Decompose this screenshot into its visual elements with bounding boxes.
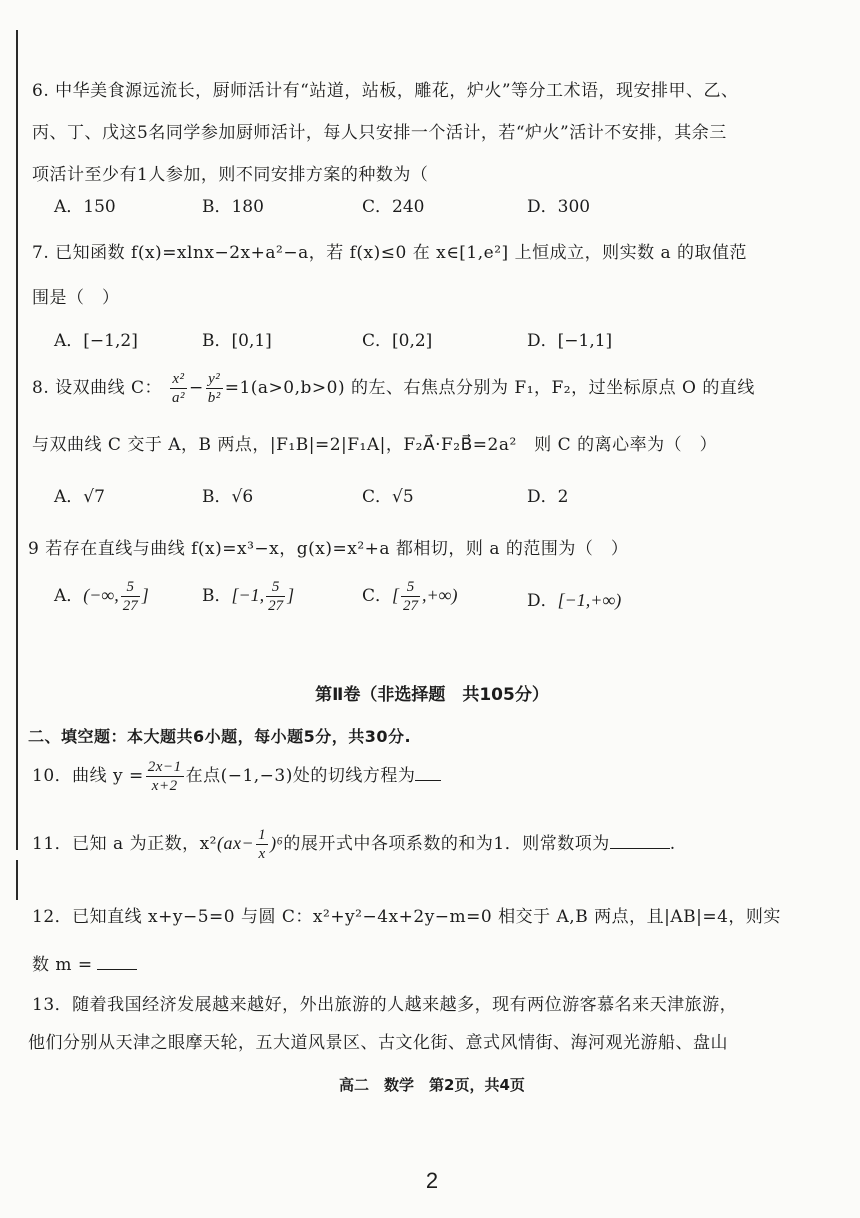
q11-line: 11．已知 a 为正数，x²(ax− $\frac{1}{x}$ )⁶的展开式中各项系数的和为1．则常数项为 . (32, 827, 676, 862)
binding-margin-line (16, 30, 18, 850)
q9-number: 9 (28, 539, 40, 559)
q6-option-a: A．150 (54, 197, 116, 217)
q8-fraction-y (206, 370, 223, 407)
q11-inner-den: x (258, 846, 266, 862)
q9-option-b-frac (266, 578, 285, 615)
q12-text-2: 数 m = (32, 955, 93, 975)
q8-frac2-den: b² (207, 390, 221, 406)
q8-frac1-num: x² (170, 370, 187, 389)
page-number: 2 (425, 1168, 439, 1193)
q10-answer-blank (415, 780, 441, 781)
q9-option-a (54, 578, 149, 615)
q10-line (32, 758, 441, 795)
q9-option-a-left: (−∞, (83, 585, 119, 605)
q9-option-d-left: [−1,+∞) (557, 590, 622, 610)
q9-option-a-frac (121, 578, 140, 615)
q11-suffix: 的展开式中各项系数的和为1．则常数项为 (283, 834, 610, 854)
q12-text-1: 已知直线 x+y−5=0 与圆 C：x²+y²−4x+2y−m=0 相交于 A,B 两点，且|AB|=4，则实 (72, 907, 781, 927)
q10-suffix: 在点(−1,−3)处的切线方程为 (185, 766, 416, 786)
q9-option-c-num: 5 (401, 578, 420, 597)
section-heading: 二、填空题：本大题共6小题，每小题5分，共30分. (28, 727, 412, 746)
q6-number: 6. (32, 81, 50, 101)
q9-option-c-den: 27 (403, 598, 419, 614)
q11-prefix: 已知 a 为正数，x² (72, 834, 217, 854)
q8-number: 8. (32, 378, 50, 398)
q12-line-1 (32, 902, 781, 927)
q9-option-c (362, 578, 458, 615)
q8-option-c: C．√5 (362, 487, 414, 507)
q11-inner-left: (ax− (217, 833, 255, 853)
q8-line-2: 与双曲线 C 交于 A，B 两点，|F₁B|=2|F₁A|，F₂A⃗·F₂B⃗=2a² 则 C 的离心率为（ ） (32, 435, 718, 455)
q9-text: 若存在直线与曲线 f(x)=x³−x，g(x)=x²+a 都相切，则 a 的范围为（ ） (45, 539, 629, 559)
q9-option-c-left: [ (392, 585, 400, 605)
q6-line-2: 丙、丁、戊这5名同学参加厨师活计，每人只安排一个活计，若“炉火”活计不安排，其余三 (32, 123, 727, 143)
q7-option-d: D．[−1,1] (527, 331, 613, 351)
q9-option-a-num: 5 (121, 578, 140, 597)
q13-text-1: 随着我国经济发展越来越好，外出旅游的人越来越多，现有两位游客慕名来天津旅游， (72, 995, 738, 1015)
q9-option-b-num: 5 (266, 578, 285, 597)
q9-option-b-right: ] (287, 585, 295, 605)
q8-frac1-den: a² (171, 390, 185, 406)
q7-option-c: C．[0,2] (362, 331, 433, 351)
q6-line-3: 项活计至少有1人参加，则不同安排方案的种数为（ (32, 165, 429, 185)
q11-fraction (256, 826, 268, 863)
q10-fraction (146, 758, 184, 795)
q12-line-2 (32, 950, 137, 975)
q8-line-1: 8. 设双曲线 C： $\frac{\text{x²}}{\text{a²}}$ − $\frac{\text{y²}}{\text{b²}}$ =1(a>0,b>0) 的左、右焦点分别为 F₁，F₂，过坐标原点 O 的直线 (32, 371, 755, 406)
q13-line-1 (32, 990, 737, 1015)
q9-option-b (202, 578, 294, 615)
q6-text-1: 中华美食源远流长，厨师活计有“站道，站板，雕花，炉火”等分工术语，现安排甲、乙、 (55, 81, 739, 101)
q9-option-a-right: ] (141, 585, 149, 605)
q8-option-a: A．√7 (54, 487, 105, 507)
q12-number: 12． (32, 907, 73, 927)
q7-option-a: A．[−1,2] (54, 331, 138, 351)
q6-option-c: C．240 (362, 197, 425, 217)
q9-option-a-label: A． (54, 586, 84, 606)
q7-number: 7. (32, 243, 50, 263)
q9-option-a-den: 27 (122, 598, 138, 614)
q8-option-b: B．√6 (202, 487, 254, 507)
section-title: 第Ⅱ卷（非选择题 共105分） (315, 685, 549, 705)
q7-line-2: 围是（ ） (32, 288, 120, 308)
q10-prefix: 曲线 y = (72, 766, 144, 786)
q9-option-c-label: C． (362, 586, 393, 606)
q13-line-2: 他们分别从天津之眼摩天轮，五大道风景区、古文化街、意式风情街、海河观光游船、盘山 (28, 1033, 728, 1053)
q8-prefix: 设双曲线 C： (55, 378, 163, 398)
q8-frac2-num: y² (206, 370, 223, 389)
q9-option-c-frac (401, 578, 420, 615)
q10-num: 2x−1 (147, 759, 182, 775)
q7-option-b: B．[0,1] (202, 331, 272, 351)
q9-option-b-left: [−1, (231, 585, 265, 605)
q7-text-1: 已知函数 f(x)=xlnx−2x+a²−a，若 f(x)≤0 在 x∈[1,e²] 上恒成立，则实数 a 的取值范 (55, 243, 748, 263)
q12-answer-blank (97, 969, 137, 970)
q9-option-b-den: 27 (268, 598, 284, 614)
q11-answer-blank (610, 848, 670, 849)
q11-inner-num: 1 (258, 827, 267, 843)
q9-option-c-right: ,+∞) (422, 585, 458, 605)
q6-option-b: B．180 (202, 197, 264, 217)
q6-option-d: D．300 (527, 197, 591, 217)
page-footer: 高二 数学 第2页，共4页 (339, 1076, 525, 1094)
q13-number: 13． (32, 995, 73, 1015)
q8-fraction-x (170, 370, 187, 407)
binding-margin-line-lower (16, 860, 18, 900)
q10-number: 10． (32, 766, 73, 786)
q9-line-1 (28, 534, 628, 559)
q10-den: x+2 (151, 778, 178, 794)
q11-inner-right: )⁶ (270, 833, 284, 853)
q9-option-b-label: B． (202, 586, 232, 606)
q8-suffix: =1(a>0,b>0) 的左、右焦点分别为 F₁，F₂，过坐标原点 O 的直线 (224, 378, 755, 398)
q6-line-1 (32, 76, 739, 101)
q9-option-d (527, 586, 621, 611)
q9-option-d-label: D． (527, 591, 558, 611)
q11-number: 11． (32, 834, 73, 854)
q7-line-1 (32, 238, 747, 263)
q8-option-d: D．2 (527, 487, 569, 507)
